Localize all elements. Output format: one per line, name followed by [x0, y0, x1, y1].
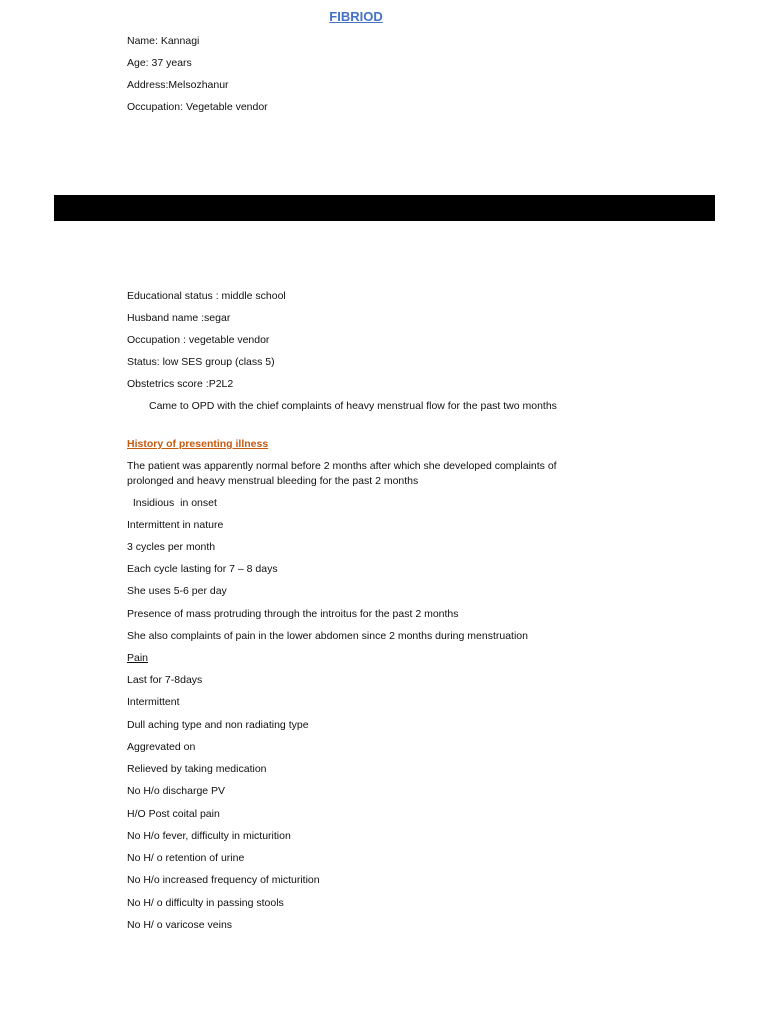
patient-occupation: Occupation: Vegetable vendor: [127, 101, 268, 113]
history-heading: History of presenting illness: [127, 438, 269, 450]
history-line: She also complaints of pain in the lower abdomen since 2 months during menstruation: [127, 630, 528, 642]
history-line: Presence of mass protruding through the introitus for the past 2 months: [127, 608, 459, 620]
pain-line: Relieved by taking medication: [127, 763, 267, 775]
occupation-detail: Occupation : vegetable vendor: [127, 334, 270, 346]
chief-complaint: Came to OPD with the chief complaints of heavy menstrual flow for the past two months: [149, 400, 557, 412]
pain-line: No H/ o difficulty in passing stools: [127, 897, 284, 909]
patient-age: Age: 37 years: [127, 57, 192, 69]
history-line: Insidious in onset: [127, 497, 217, 509]
pain-line: Dull aching type and non radiating type: [127, 719, 309, 731]
pain-line: No H/o discharge PV: [127, 785, 226, 797]
history-line: 3 cycles per month: [127, 541, 216, 553]
educational-status: Educational status : middle school: [127, 290, 286, 302]
obstetrics-score: Obstetrics score :P2L2: [127, 378, 234, 390]
patient-address: Address:Melsozhanur: [127, 79, 229, 91]
pain-line: H/O Post coital pain: [127, 808, 220, 820]
pain-heading: Pain: [127, 652, 149, 664]
document-title: FIBRIOD: [329, 9, 383, 24]
ses-status: Status: low SES group (class 5): [127, 356, 275, 368]
pain-line: No H/o increased frequency of micturition: [127, 874, 320, 886]
patient-name: Name: Kannagi: [127, 35, 200, 47]
history-line: She uses 5-6 per day: [127, 585, 227, 597]
redaction-bar: [54, 195, 715, 221]
pain-line: No H/ o varicose veins: [127, 919, 233, 931]
pain-line: Aggrevated on: [127, 741, 196, 753]
pain-line: Intermittent: [127, 696, 180, 708]
husband-name: Husband name :segar: [127, 312, 231, 324]
history-intro: The patient was apparently normal before 2 months after which she developed complaints of prolonged and heavy menstrual bleeding for the past 2 months: [127, 460, 557, 487]
history-line: Each cycle lasting for 7 – 8 days: [127, 563, 278, 575]
pain-line: Last for 7-8days: [127, 674, 203, 686]
pain-line: No H/o fever, difficulty in micturition: [127, 830, 291, 842]
history-line: Intermittent in nature: [127, 519, 224, 531]
pain-line: No H/ o retention of urine: [127, 852, 245, 864]
